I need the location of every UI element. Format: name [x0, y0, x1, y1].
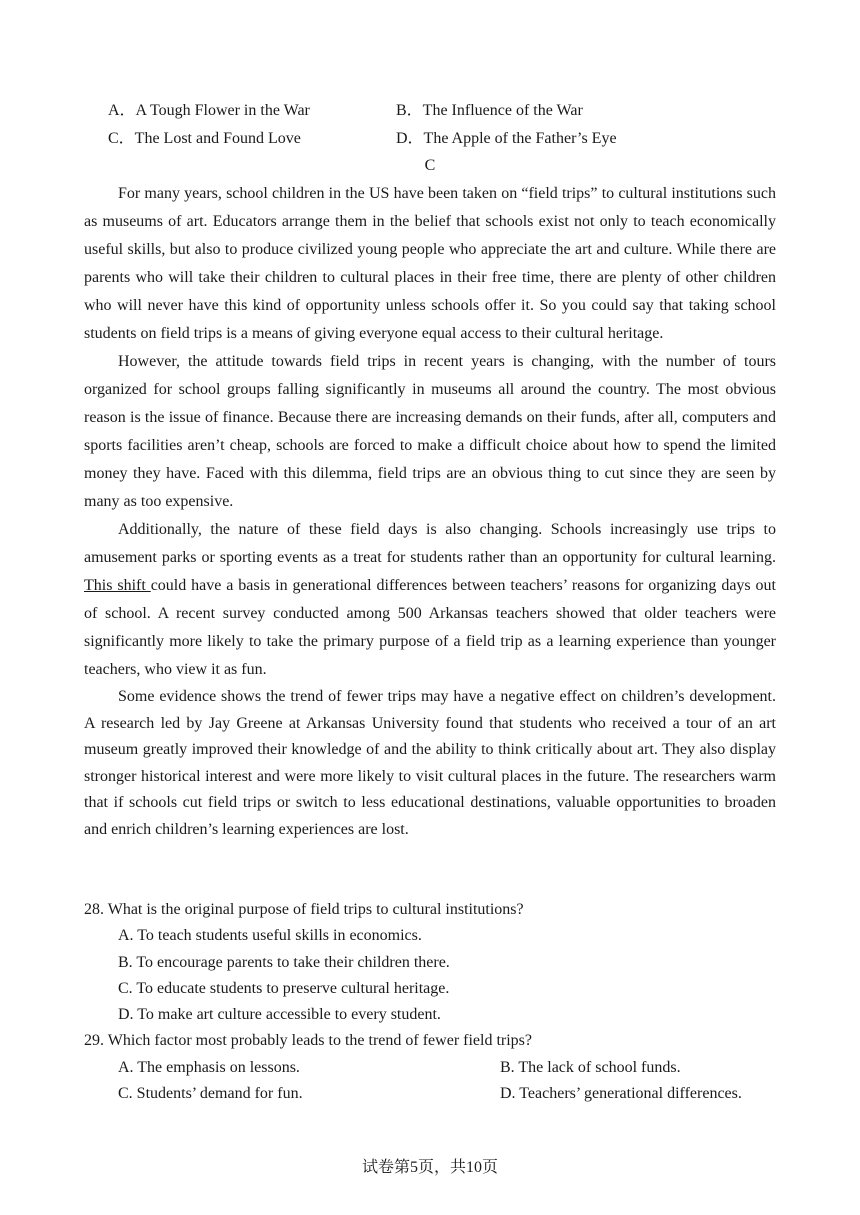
- question-28-option-c: C. To educate students to preserve cultural heritage.: [118, 979, 450, 997]
- option-row: [108, 125, 728, 153]
- paragraph-2: However, the attitude towards field trips in recent years is changing, with the number of tours organized for school groups falling significantly in museums all around the country. The most obvious reason is the issue of finance. Because there are increasing demands on their funds, after all, computers and sports facilities aren’t cheap, schools are forced to make a difficult choice about how to spend the limited money they have. Faced with this dilemma, field trips are an obvious thing to cut since they are seen by many as too expensive.: [84, 353, 776, 510]
- paragraph-3-text-start: Additionally, the nature of these field days is also changing. Schools increasingly use trips to amusement parks or sporting events as a treat for students rather than an opportunity for cultural learning.: [84, 521, 776, 566]
- option-row: [108, 97, 728, 125]
- option-b: B．The Influence of the War: [396, 102, 583, 119]
- section-heading: C: [424, 157, 436, 174]
- page-footer: 试卷第5页，共10页: [361, 1159, 498, 1176]
- underlined-phrase: This shift: [84, 577, 151, 594]
- paragraph-1: For many years, school children in the US have been taken on “field trips” to cultural institutions such as museums of art. Educators arrange them in the belief that schools exist not only to teach economically useful skills, but also to produce civilized young people who appreciate the art and culture. While there are parents who will take their children to cultural places in their free time, there are plenty of other children who will never have this kind of opportunity unless schools offer it. So you could say that taking school students on field trips is a means of giving everyone equal access to their cultural heritage.: [84, 185, 776, 342]
- option-c: C．The Lost and Found Love: [108, 130, 301, 147]
- option-d: D．The Apple of the Father’s Eye: [396, 130, 617, 147]
- question-28-option-d: D. To make art culture accessible to every student.: [118, 1006, 441, 1024]
- question-29-option-b: B. The lack of school funds.: [500, 1058, 681, 1076]
- question-29-option-a: A. The emphasis on lessons.: [118, 1058, 300, 1076]
- question-28-option-b: B. To encourage parents to take their children there.: [118, 953, 450, 971]
- question-29-option-d: D. Teachers’ generational differences.: [500, 1085, 742, 1103]
- previous-question-options: [108, 97, 728, 153]
- questions: [84, 897, 776, 1107]
- question-29-options-row: [84, 1081, 776, 1107]
- question-28-stem: 28. What is the original purpose of field trips to cultural institutions?: [84, 901, 524, 918]
- question-29-stem: 29. Which factor most probably leads to the trend of fewer field trips?: [84, 1032, 533, 1050]
- paragraph-3: [84, 516, 776, 684]
- paragraph-3-text-end: could have a basis in generational differences between teachers’ reasons for organizing days out of school. A recent survey conducted among 500 Arkansas teachers showed that older teachers were significantly more likely to take the primary purpose of a field trip as a learning experience than younger teachers, who view it as fun.: [84, 577, 776, 678]
- reading-passage: [84, 180, 776, 843]
- option-a: A．A Tough Flower in the War: [108, 102, 310, 119]
- question-28-option-a: A. To teach students useful skills in economics.: [118, 927, 422, 945]
- question-29-option-c: C. Students’ demand for fun.: [118, 1085, 303, 1103]
- question-29-options-row: [84, 1055, 776, 1081]
- paragraph-4: Some evidence shows the trend of fewer trips may have a negative effect on children’s development. A research led by Jay Greene at Arkansas University found that students who received a tour of an art museum greatly improved their knowledge of and the ability to think critically about art. They also display stronger historical interest and were more likely to visit cultural places in the future. The researchers warm that if schools cut field trips or switch to less educational destinations, valuable opportunities to broaden and enrich children’s learning experiences are lost.: [84, 688, 776, 838]
